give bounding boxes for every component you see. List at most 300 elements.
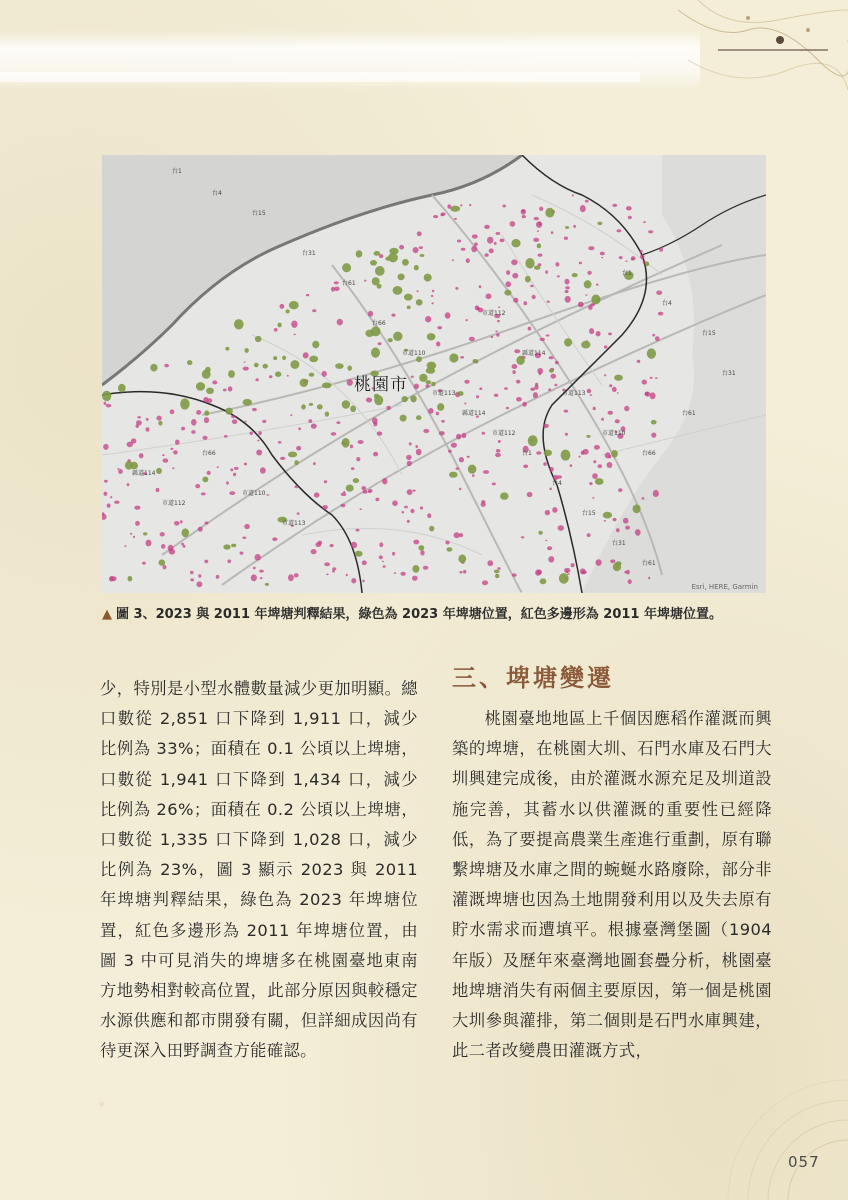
pond-2011-marker	[368, 491, 371, 493]
pond-2011-marker	[436, 342, 440, 347]
pond-2011-marker	[231, 415, 235, 418]
pond-2011-marker	[461, 248, 466, 251]
right-column-text: 桃園臺地地區上千個因應稻作灌溉而興築的埤塘，在桃園大圳、石門水庫及石門大圳興建完成後，由於灌溉水源充足及圳道設施完善，其蓄水以供灌溉的重要性已經降低，為了要提高農業生產進行重劃，原有聯繫埤塘及水庫之間的蜿蜒水路廢除，部分非灌溉埤塘也因為土地開發利用以及失去原有貯水需求而遭填平。根據臺灣堡圖（1904 年版）及歷年來臺灣地圖套疊分析，桃園臺地埤塘消失有兩個主要原因，第一個是桃園大圳參與灌排，第二個則是石門水庫興建，此二者改變農田灌溉方式，	[452, 709, 772, 1061]
pond-2011-marker	[423, 566, 429, 570]
pond-2011-marker	[251, 574, 257, 581]
pond-2011-marker	[191, 419, 197, 426]
pond-2011-marker	[516, 397, 522, 402]
pond-2011-marker	[612, 387, 617, 392]
pond-2023-marker	[511, 239, 520, 247]
road-shield-label: 縣道114	[132, 470, 156, 477]
pond-2023-marker	[312, 341, 319, 349]
pond-2011-marker	[109, 576, 114, 582]
pond-2011-marker	[491, 336, 494, 338]
pond-2011-marker	[114, 501, 119, 504]
pond-2023-marker	[309, 356, 318, 363]
pond-2023-marker	[202, 477, 208, 483]
old-map-decoration	[658, 0, 848, 120]
pond-2023-marker	[225, 347, 229, 351]
pond-2011-marker	[400, 572, 405, 576]
pond-2011-marker	[382, 561, 384, 562]
pond-2011-marker	[485, 253, 489, 257]
pond-2011-marker	[623, 518, 629, 524]
pond-2011-marker	[474, 242, 478, 246]
pond-2011-marker	[547, 301, 550, 303]
pond-2011-marker	[379, 555, 383, 559]
pond-2023-marker	[549, 369, 554, 373]
pond-2011-marker	[565, 296, 571, 303]
pond-2023-marker	[309, 373, 315, 377]
pond-2011-marker	[640, 254, 644, 259]
pond-2011-marker	[596, 284, 598, 286]
pond-2011-marker	[136, 420, 142, 425]
road-shield-label: 台15	[252, 210, 266, 217]
pond-2011-marker	[566, 570, 568, 573]
pond-2011-marker	[608, 411, 614, 415]
pond-2023-marker	[393, 332, 402, 341]
pond-2011-marker	[592, 497, 595, 499]
pond-2011-marker	[530, 285, 534, 288]
pond-2011-marker	[549, 488, 552, 491]
pond-2023-marker	[402, 396, 408, 402]
pond-2011-marker	[650, 377, 653, 379]
pond-2023-marker	[350, 406, 356, 413]
pond-2011-marker	[411, 376, 414, 378]
pond-2011-marker	[624, 571, 627, 573]
pond-2023-marker	[407, 306, 411, 310]
pond-2011-marker	[212, 380, 217, 384]
pond-2011-marker	[104, 492, 108, 496]
pond-2023-marker	[584, 280, 592, 288]
pond-2011-marker	[163, 565, 167, 569]
pond-2011-marker	[641, 497, 644, 499]
pond-2011-marker	[297, 512, 300, 514]
pond-2023-marker	[597, 222, 602, 226]
pond-2011-marker	[280, 304, 285, 309]
road-shield-label: 台61	[642, 560, 656, 567]
pond-2011-marker	[216, 575, 220, 579]
pond-2011-marker	[615, 419, 620, 423]
pond-2011-marker	[394, 572, 396, 574]
pond-2023-marker	[206, 388, 214, 394]
pond-2011-marker	[587, 389, 591, 394]
pond-2023-marker	[545, 208, 554, 218]
pond-2011-marker	[311, 549, 317, 554]
pond-2011-marker	[628, 216, 632, 219]
pond-2011-marker	[454, 218, 457, 220]
pond-2011-marker	[413, 247, 419, 253]
pond-2023-marker	[290, 360, 299, 369]
pond-2011-marker	[417, 231, 422, 236]
pond-2011-marker	[291, 321, 297, 328]
pond-2011-marker	[332, 569, 335, 572]
pond-2011-marker	[351, 578, 356, 583]
pond-2023-marker	[294, 460, 298, 465]
pond-2011-marker	[545, 270, 548, 273]
road-shield-label: 縣道114	[522, 350, 546, 357]
pond-2023-marker	[385, 257, 390, 261]
pond-2011-marker	[445, 312, 451, 318]
pond-2011-marker	[104, 402, 107, 405]
pond-2011-marker	[303, 352, 309, 358]
map-credit: Esri, HERE, Garmin	[691, 583, 758, 591]
pond-2023-marker	[335, 363, 344, 369]
pond-2011-marker	[513, 298, 518, 303]
pond-2011-marker	[545, 510, 550, 515]
pond-2011-marker	[512, 273, 518, 279]
pond-2011-marker	[330, 544, 334, 547]
pond-2023-marker	[125, 461, 133, 470]
pond-2011-marker	[413, 540, 419, 545]
pond-2011-marker	[522, 402, 527, 407]
pond-2011-marker	[445, 541, 449, 545]
pond-2011-marker	[506, 270, 510, 275]
pond-2011-marker	[203, 397, 208, 403]
pond-2011-marker	[240, 552, 244, 555]
pond-2023-marker	[446, 547, 452, 551]
pond-2023-marker	[301, 404, 306, 409]
pond-2011-marker	[545, 540, 547, 541]
pond-2011-marker	[516, 380, 521, 384]
pond-2011-marker	[437, 326, 442, 329]
pond-2011-marker	[460, 356, 464, 359]
pond-2011-marker	[482, 580, 488, 585]
pond-2011-marker	[431, 302, 433, 304]
pond-2023-marker	[424, 274, 432, 282]
pond-2023-marker	[255, 336, 262, 342]
pond-2023-marker	[414, 265, 419, 271]
pond-2011-marker	[160, 532, 165, 536]
pond-2011-marker	[604, 374, 606, 376]
pond-2011-marker	[308, 419, 312, 423]
pond-2011-marker	[428, 408, 433, 414]
pond-2023-marker	[516, 356, 524, 365]
pond-2011-marker	[548, 556, 554, 562]
pond-2011-marker	[392, 500, 398, 506]
road-shield-label: 台66	[642, 450, 656, 457]
pond-2011-marker	[601, 418, 604, 421]
pond-2011-marker	[232, 419, 237, 424]
pond-2011-marker	[593, 407, 596, 410]
pond-2023-marker	[651, 420, 657, 425]
pond-2011-marker	[364, 280, 366, 282]
pond-2011-marker	[504, 387, 508, 390]
pond-2011-marker	[658, 312, 664, 316]
pond-2011-marker	[537, 230, 539, 232]
pond-2011-marker	[565, 286, 570, 289]
pond-2023-marker	[426, 380, 432, 384]
pond-2011-marker	[360, 508, 362, 510]
pond-2011-marker	[533, 392, 538, 398]
pond-2011-marker	[223, 389, 227, 392]
pond-2011-marker	[280, 457, 285, 460]
pond-2011-marker	[420, 506, 423, 509]
pond-2011-marker	[415, 445, 418, 448]
pond-2011-marker	[358, 440, 364, 444]
pond-2011-marker	[528, 327, 532, 331]
pond-2011-marker	[604, 345, 608, 348]
pond-2023-marker	[180, 398, 189, 409]
pond-2023-marker	[286, 309, 290, 313]
pond-2011-marker	[362, 580, 365, 583]
pond-2023-marker	[182, 528, 190, 537]
pond-2023-marker	[544, 450, 552, 456]
pond-2011-marker	[416, 449, 422, 456]
pond-2011-marker	[244, 463, 247, 466]
pond-2011-marker	[565, 433, 568, 436]
pond-2011-marker	[343, 491, 345, 493]
pond-2011-marker	[625, 261, 627, 262]
pond-2011-marker	[557, 475, 562, 478]
pond-2011-marker	[533, 238, 539, 242]
pond-2011-marker	[463, 570, 466, 574]
pond-2023-marker	[468, 465, 477, 474]
left-column-text: 少，特別是小型水體數量減少更加明顯。總口數從 2,851 口下降到 1,911 口，減少比例為 33%；面積在 0.1 公頃以上埤塘，口數從 1,941 口下降到 1,434 口，減少比例為 26%；面積在 0.2 公頃以上埤塘，口數從 1,335 口下降到 1,028 口，減少比例為 23%，圖 3 顯示 2023 與 2011 年埤塘判釋結果，綠色為 2023 年埤塘位置，紅色多邊形為 2011 年埤塘位置，由圖 3 中可見消失的埤塘多在桃園臺地東南方地勢相對較高位置，此部分原因與較穩定水源供應和都市開發有關，但詳細成因尚有待更深入田野調查方能確認。	[100, 679, 418, 1061]
pond-2011-marker	[581, 570, 586, 574]
pond-2011-marker	[607, 462, 613, 468]
pond-2011-marker	[356, 529, 360, 532]
pond-2011-marker	[127, 483, 130, 486]
pond-2011-marker	[598, 464, 602, 468]
pond-2011-marker	[527, 492, 533, 497]
pond-2023-marker	[243, 399, 252, 406]
pond-2011-marker	[383, 565, 386, 568]
pond-2011-marker	[227, 559, 231, 563]
pond-2011-marker	[243, 367, 249, 371]
pond-2011-marker	[452, 259, 454, 261]
pond-2011-marker	[413, 490, 416, 492]
pond-2011-marker	[426, 384, 430, 387]
pond-2011-marker	[656, 291, 662, 295]
pond-2011-marker	[375, 498, 379, 502]
pond-2023-marker	[591, 295, 600, 305]
pond-2023-marker	[346, 485, 354, 492]
pond-2011-marker	[173, 450, 178, 454]
caption-text: 圖 3、2023 與 2011 年埤塘判釋結果，綠色為 2023 年埤塘位置，紅色多邊形為 2011 年埤塘位置。	[116, 607, 722, 622]
pond-2011-marker	[410, 509, 414, 513]
pond-2011-marker	[585, 200, 589, 203]
pond-2023-marker	[564, 338, 572, 346]
pond-2011-marker	[106, 404, 112, 408]
pond-2011-marker	[648, 230, 653, 233]
map-canvas	[102, 155, 766, 593]
pond-2011-marker	[312, 309, 316, 312]
pond-2011-marker	[653, 490, 659, 497]
pond-2023-marker	[427, 333, 436, 340]
pond-2023-marker	[647, 348, 656, 358]
pond-2011-marker	[191, 430, 196, 434]
pond-2011-marker	[336, 421, 340, 424]
pond-2011-marker	[103, 444, 109, 450]
pond-2011-marker	[266, 494, 269, 496]
pond-2023-marker	[263, 364, 268, 369]
pond-2011-marker	[262, 420, 266, 423]
pond-2011-marker	[506, 407, 509, 410]
pond-2011-marker	[588, 246, 594, 250]
pond-2011-marker	[170, 448, 173, 450]
road-shield-label: 市道112	[492, 430, 516, 437]
pond-2011-marker	[594, 445, 600, 450]
pond-2011-marker	[419, 246, 423, 249]
pond-2023-marker	[419, 374, 427, 382]
pond-2011-marker	[459, 571, 462, 574]
pond-2011-marker	[146, 427, 150, 431]
road-shield-label: 市道113	[562, 390, 586, 397]
pond-2011-marker	[416, 290, 418, 292]
pond-2011-marker	[539, 207, 543, 211]
pond-2023-marker	[275, 371, 281, 377]
pond-2011-marker	[590, 394, 593, 396]
pond-2011-marker	[196, 581, 202, 587]
pond-2011-marker	[107, 503, 111, 507]
pond-2023-marker	[143, 532, 147, 535]
pond-2011-marker	[322, 371, 327, 377]
pond-2011-marker	[362, 560, 367, 565]
pond-2011-marker	[601, 257, 603, 258]
pond-2011-marker	[180, 520, 183, 523]
pond-2023-marker	[375, 266, 385, 276]
pond-2011-marker	[648, 577, 650, 579]
pond-2011-marker	[420, 550, 424, 555]
pond-2011-marker	[498, 440, 501, 443]
pond-2011-marker	[409, 442, 412, 445]
pond-2011-marker	[549, 356, 554, 359]
pond-2011-marker	[423, 429, 429, 433]
pond-2011-marker	[404, 506, 408, 509]
pond-2011-marker	[258, 431, 261, 435]
pond-2023-marker	[473, 359, 479, 363]
pond-2011-marker	[433, 215, 438, 218]
pond-2011-marker	[351, 467, 355, 470]
pond-2011-marker	[314, 492, 320, 497]
map-city-label: 桃園市	[354, 375, 408, 395]
pond-2011-marker	[432, 290, 434, 293]
pond-2011-marker	[564, 237, 568, 240]
pond-2023-marker	[404, 294, 413, 301]
pond-2011-marker	[565, 279, 570, 285]
pond-2023-marker	[525, 258, 534, 269]
pond-2011-marker	[650, 392, 656, 399]
pond-2011-marker	[596, 331, 601, 336]
pond-2011-marker	[552, 507, 557, 513]
pond-2023-marker	[633, 504, 641, 513]
pond-2011-marker	[156, 488, 160, 492]
pond-2011-marker	[366, 398, 372, 403]
pond-2023-marker	[412, 565, 419, 573]
pond-2023-marker	[300, 379, 308, 387]
pond-2023-marker	[458, 391, 464, 396]
pond-2011-marker	[549, 467, 554, 472]
pond-2011-marker	[207, 471, 211, 475]
pond-2023-marker	[402, 259, 409, 266]
pond-2011-marker	[256, 450, 262, 456]
pond-2023-marker	[317, 404, 323, 409]
pond-2023-marker	[431, 382, 435, 387]
pond-2011-marker	[546, 334, 550, 336]
pond-2011-marker	[351, 542, 357, 549]
pond-2011-marker	[228, 386, 233, 391]
pond-2023-marker	[427, 362, 437, 370]
pond-2011-marker	[204, 522, 208, 525]
pond-2023-marker	[231, 544, 236, 548]
road-shield-label: 台61	[682, 410, 696, 417]
pond-2023-marker	[156, 468, 162, 474]
pond-2011-marker	[631, 258, 634, 261]
pond-2011-marker	[456, 434, 461, 440]
pond-2011-marker	[326, 574, 329, 576]
pond-2011-marker	[242, 537, 246, 539]
pond-2023-marker	[458, 555, 466, 564]
pond-2011-marker	[609, 384, 612, 387]
pond-2011-marker	[164, 364, 169, 368]
pond-2023-marker	[118, 384, 126, 393]
pond-2011-marker	[635, 529, 641, 536]
pond-2011-marker	[457, 240, 461, 243]
pond-2011-marker	[585, 294, 587, 295]
pond-2011-marker	[133, 536, 135, 538]
pond-2011-marker	[500, 239, 505, 243]
pond-2011-marker	[589, 328, 594, 334]
pond-2011-marker	[161, 544, 165, 549]
pond-2023-marker	[449, 472, 458, 478]
pond-2011-marker	[118, 469, 123, 474]
pond-2011-marker	[645, 392, 651, 397]
pond-2023-marker	[540, 578, 547, 584]
pond-2023-marker	[528, 435, 538, 446]
pond-2011-marker	[580, 205, 586, 212]
pond-2011-marker	[626, 206, 632, 210]
pond-2011-marker	[294, 573, 299, 577]
road-shield-label: 台1	[172, 168, 182, 175]
pond-2011-marker	[110, 496, 112, 498]
pond-2023-marker	[342, 438, 350, 448]
pond-2011-marker	[244, 362, 246, 363]
pond-2011-marker	[495, 453, 501, 457]
pond-2011-marker	[296, 446, 301, 451]
pond-2011-marker	[558, 525, 564, 531]
pond-2011-marker	[341, 493, 347, 497]
road-shield-label: 台4	[212, 190, 222, 197]
pond-2011-marker	[496, 333, 499, 336]
pond-2011-marker	[482, 432, 485, 435]
pond-2011-marker	[448, 450, 452, 453]
pond-2011-marker	[259, 570, 264, 573]
pond-2011-marker	[479, 285, 482, 288]
pond-2023-marker	[374, 251, 381, 256]
pond-2011-marker	[156, 416, 161, 421]
pond-2011-marker	[202, 436, 207, 440]
road-shield-label: 縣道114	[462, 410, 486, 417]
pond-2023-marker	[437, 403, 444, 411]
pond-2011-marker	[260, 577, 263, 579]
caption-triangle-icon: ▲	[102, 607, 112, 622]
pond-2023-marker	[159, 559, 166, 565]
pond-2011-marker	[651, 433, 656, 438]
pond-2011-marker	[466, 319, 468, 321]
pond-2023-marker	[538, 531, 542, 535]
pond-2011-marker	[234, 467, 239, 470]
pond-2011-marker	[431, 295, 433, 297]
pond-2011-marker	[331, 432, 337, 436]
pond-2023-marker	[325, 412, 329, 417]
pond-2011-marker	[604, 520, 606, 522]
pond-2011-marker	[347, 379, 353, 386]
pond-2011-marker	[356, 457, 360, 461]
pond-2011-marker	[578, 302, 584, 308]
pond-2011-marker	[540, 338, 545, 341]
road-shield-label: 市道110	[602, 430, 626, 437]
pond-2011-marker	[578, 456, 580, 458]
